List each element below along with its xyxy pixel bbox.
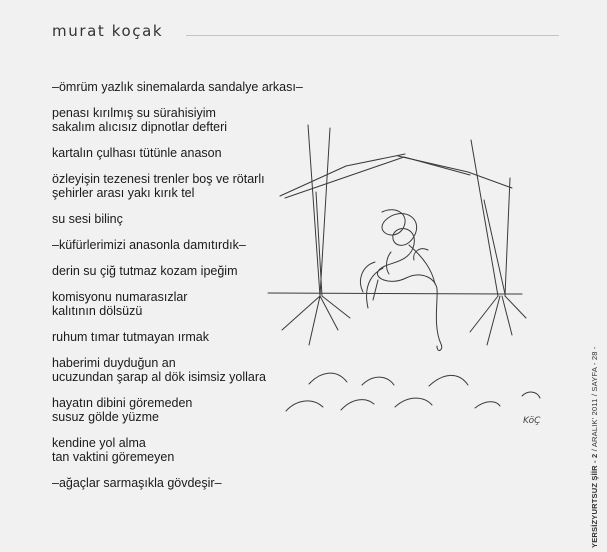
right-post bbox=[471, 140, 498, 296]
arch bbox=[429, 375, 468, 386]
poem-line: –ömrüm yazlık sinemalarda sandalye arkası– bbox=[52, 80, 303, 94]
arch bbox=[341, 400, 374, 410]
poem-line: penası kırılmış su sürahisiyim bbox=[52, 106, 216, 120]
right-roots bbox=[470, 296, 526, 345]
poem-line: –ağaçlar sarmaşıkla gövdeşir– bbox=[52, 476, 222, 490]
poem-line: özleyişin tezenesi trenler boş ve rötarlı bbox=[52, 172, 265, 186]
poem-line: şehirler arası yakı kırık tel bbox=[52, 186, 195, 200]
poem-line: komisyonu numarasızlar bbox=[52, 290, 188, 304]
poem-line: sakalım alıcısız dipnotlar defteri bbox=[52, 120, 228, 134]
poem-line: kartalın çulhası tütünle anason bbox=[52, 146, 222, 160]
roof-left bbox=[280, 154, 405, 196]
scribble-figure bbox=[360, 210, 441, 351]
left-roots bbox=[282, 296, 350, 345]
poem-line: kalıtının dölsüzü bbox=[52, 304, 143, 318]
arch bbox=[522, 392, 540, 398]
poem-line: kendine yol alma bbox=[52, 436, 146, 450]
arch bbox=[286, 401, 323, 411]
poem-line: ucuzundan şarap al dök isimsiz yollara bbox=[52, 370, 266, 384]
poem-line: hayatın dibini göremeden bbox=[52, 396, 193, 410]
author-name: murat koçak bbox=[52, 22, 164, 40]
arch bbox=[475, 402, 500, 408]
poem-line: su sesi bilinç bbox=[52, 212, 123, 226]
issue-info: / ARALIK' 2011 / SAYFA - 28 - bbox=[590, 346, 599, 454]
poem-line: ruhum tımar tutmayan ırmak bbox=[52, 330, 209, 344]
arch bbox=[309, 373, 347, 384]
magazine-name: YERSİZYURTSUZ ŞİİR - 2 bbox=[590, 453, 599, 548]
page-footer-vertical bbox=[590, 346, 599, 548]
artist-signature: KöÇ bbox=[523, 416, 541, 426]
arch bbox=[362, 377, 394, 385]
arch bbox=[395, 398, 432, 407]
poem-line: haberimi duyduğun an bbox=[52, 356, 176, 370]
poem-line: derin su çiğ tutmaz kozam ipeğim bbox=[52, 264, 238, 278]
left-post bbox=[308, 125, 320, 296]
poem-line: –küfürlerimizi anasonla damıtırdık– bbox=[52, 238, 246, 252]
poem-line: tan vaktini göremeyen bbox=[52, 450, 175, 464]
roof-right bbox=[398, 156, 512, 188]
poem-line: susuz gölde yüzme bbox=[52, 410, 160, 424]
ground-line bbox=[268, 293, 522, 294]
